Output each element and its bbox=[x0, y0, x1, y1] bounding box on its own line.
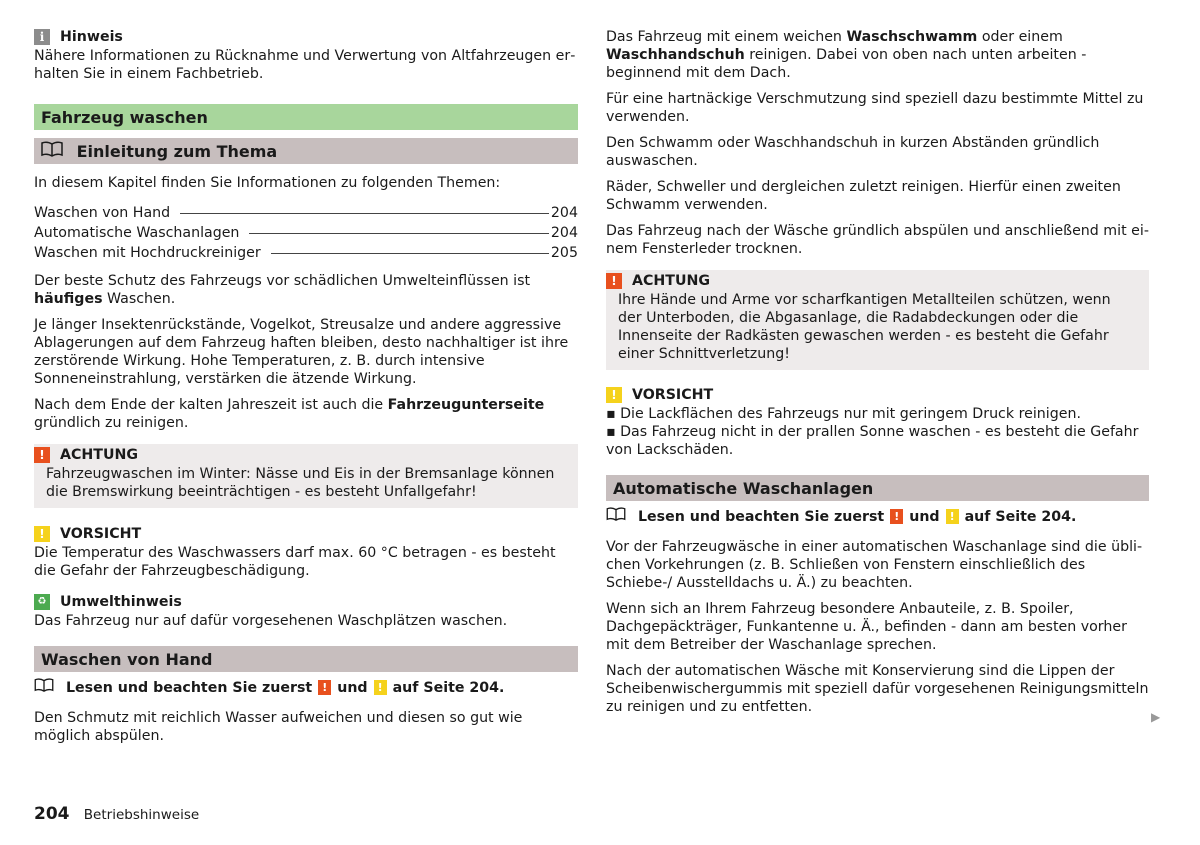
hand-paragraph-2: Das Fahrzeug mit einem weichen Waschschwamm oder einem Waschhandschuh reinigen. Dabei von oben nach unten arbeiten - beginnend mit dem Dach. bbox=[606, 29, 1087, 81]
umwelt-text: Das Fahrzeug nur auf dafür vorgesehenen Waschplätzen waschen. bbox=[34, 613, 508, 629]
achtung-box-1 bbox=[34, 444, 578, 508]
read-first-line: Lesen und beachten Sie zuerst ! und ! auf Seite 204. bbox=[606, 507, 1149, 526]
achtung-box-2 bbox=[606, 270, 1149, 370]
page-footer bbox=[34, 805, 199, 824]
intro-heading bbox=[34, 138, 578, 164]
next-page-arrow-icon[interactable]: ▶ bbox=[1151, 710, 1161, 724]
toc-entry[interactable] bbox=[34, 204, 578, 224]
achtung-title: ACHTUNG bbox=[60, 447, 138, 463]
achtung-title: ACHTUNG bbox=[632, 273, 710, 289]
page-number: 204 bbox=[34, 804, 70, 824]
hand-paragraph-1: Den Schmutz mit reichlich Wasser aufweichen und diesen so gut wie möglich abspülen. bbox=[34, 710, 523, 744]
warning-icon: ! bbox=[606, 273, 622, 289]
toc-page: 205 bbox=[550, 245, 578, 261]
chapter-name: Betriebshinweise bbox=[83, 807, 200, 823]
auto-paragraph-1: Vor der Fahrzeugwäsche in einer automatischen Waschanlage sind die üblichen Vorkehrungen (z. B. Schließen von Fenstern einschließlich des Schiebe-/ Ausstelldachs u. Ä.) zu beachten. bbox=[606, 539, 1143, 591]
hand-heading: Waschen von Hand bbox=[34, 646, 578, 672]
achtung-text: Ihre Hände und Arme vor scharfkantigen Metallteilen schützen, wenn der Unterboden, die Abgasanlage, die Radabdeckungen oder die Innenseite der Radkästen gewaschen werden - es besteht die Gefahr einer Schnittverletzung! bbox=[618, 292, 1111, 362]
toc-page: 204 bbox=[550, 205, 578, 221]
hand-paragraph-6: Das Fahrzeug nach der Wäsche gründlich abspülen und anschließend mit einem Fensterleder trocknen. bbox=[606, 223, 1149, 257]
caution-icon: ! bbox=[606, 387, 622, 403]
toc-label: Automatische Waschanlagen bbox=[34, 225, 240, 241]
caution-icon: ! bbox=[34, 526, 50, 542]
vorsicht-item: ▪ Die Lackflächen des Fahrzeugs nur mit geringem Druck reinigen. bbox=[606, 406, 1081, 422]
vorsicht-title: VORSICHT bbox=[60, 526, 142, 542]
warning-icon: ! bbox=[34, 447, 50, 463]
vorsicht-item: ▪ Das Fahrzeug nicht in der prallen Sonne waschen - es besteht die Gefahr von Lackschäden. bbox=[606, 424, 1139, 458]
achtung-text: Fahrzeugwaschen im Winter: Nässe und Eis in der Bremsanlage können die Bremswirkung beeinträchtigen - es besteht Unfallgefahr! bbox=[46, 466, 555, 500]
warning-icon[interactable]: ! bbox=[890, 509, 903, 524]
book-icon bbox=[606, 507, 626, 526]
book-icon bbox=[41, 138, 63, 165]
toc-page: 204 bbox=[550, 225, 578, 241]
book-icon bbox=[34, 678, 54, 697]
intro-paragraph-3: Nach dem Ende der kalten Jahreszeit ist auch die Fahrzeugunterseite gründlich zu reinigen. bbox=[34, 397, 545, 431]
toc-entry[interactable] bbox=[34, 244, 578, 264]
intro-lead: In diesem Kapitel finden Sie Informationen zu folgenden Themen: bbox=[34, 175, 501, 191]
toc-label: Waschen von Hand bbox=[34, 205, 171, 221]
vorsicht-note-2 bbox=[606, 386, 1149, 459]
intro-heading-text: Einleitung zum Thema bbox=[76, 142, 278, 161]
hand-paragraph-5: Räder, Schweller und dergleichen zuletzt reinigen. Hierfür einen zweiten Schwamm verwenden. bbox=[606, 179, 1121, 213]
environment-icon: ♻ bbox=[34, 594, 50, 610]
toc-label: Waschen mit Hochdruckreiniger bbox=[34, 245, 261, 261]
left-column bbox=[34, 28, 578, 753]
warning-icon[interactable]: ! bbox=[318, 680, 331, 695]
caution-icon[interactable]: ! bbox=[946, 509, 959, 524]
caution-icon[interactable]: ! bbox=[374, 680, 387, 695]
auto-paragraph-3: Nach der automatischen Wäsche mit Konservierung sind die Lippen der Scheibenwischergummis mit speziell dafür vorgesehenen Reinigungsmitteln zu reinigen und zu entfetten. bbox=[606, 663, 1149, 715]
hinweis-title: Hinweis bbox=[60, 29, 123, 45]
right-column bbox=[606, 28, 1149, 724]
auto-heading: Automatische Waschanlagen bbox=[606, 475, 1149, 501]
intro-paragraph-2: Je länger Insektenrückstände, Vogelkot, Streusalze und andere aggressive Ablagerungen auf dem Fahrzeug haften bleiben, desto nachhaltiger ist ihre zerstörende Wirkung. Hohe Temperaturen, z. B. durch intensive Sonneneinstrahlung, verstärken die ätzende Wirkung. bbox=[34, 317, 569, 387]
section-heading-main: Fahrzeug waschen bbox=[34, 104, 578, 130]
toc-list bbox=[34, 204, 578, 264]
intro-paragraph-1: Der beste Schutz des Fahrzeugs vor schädlichen Umwelteinflüssen ist häufiges Waschen. bbox=[34, 273, 531, 307]
vorsicht-title: VORSICHT bbox=[632, 387, 714, 403]
toc-entry[interactable] bbox=[34, 224, 578, 244]
hinweis-note bbox=[34, 28, 578, 83]
hinweis-text: Nähere Informationen zu Rücknahme und Verwertung von Altfahrzeugen erhalten Sie in einem Fachbetrieb. bbox=[34, 48, 576, 82]
vorsicht-note-1 bbox=[34, 525, 578, 580]
umwelt-note bbox=[34, 593, 578, 630]
hand-paragraph-3: Für eine hartnäckige Verschmutzung sind speziell dazu bestimmte Mittel zu verwenden. bbox=[606, 91, 1144, 125]
read-first-line: Lesen und beachten Sie zuerst ! und ! auf Seite 204. bbox=[34, 678, 578, 697]
info-icon: i bbox=[34, 29, 50, 45]
vorsicht-text: Die Temperatur des Waschwassers darf max. 60 °C betragen - es besteht die Gefahr der Fahrzeugbeschädigung. bbox=[34, 545, 556, 579]
umwelt-title: Umwelthinweis bbox=[60, 594, 182, 610]
auto-paragraph-2: Wenn sich an Ihrem Fahrzeug besondere Anbauteile, z. B. Spoiler, Dachgepäckträger, Funkantenne u. Ä., befinden - dann am besten vorher mit dem Betreiber der Waschanlage sprechen. bbox=[606, 601, 1127, 653]
hand-paragraph-4: Den Schwamm oder Waschhandschuh in kurzen Abständen gründlich auswaschen. bbox=[606, 135, 1100, 169]
